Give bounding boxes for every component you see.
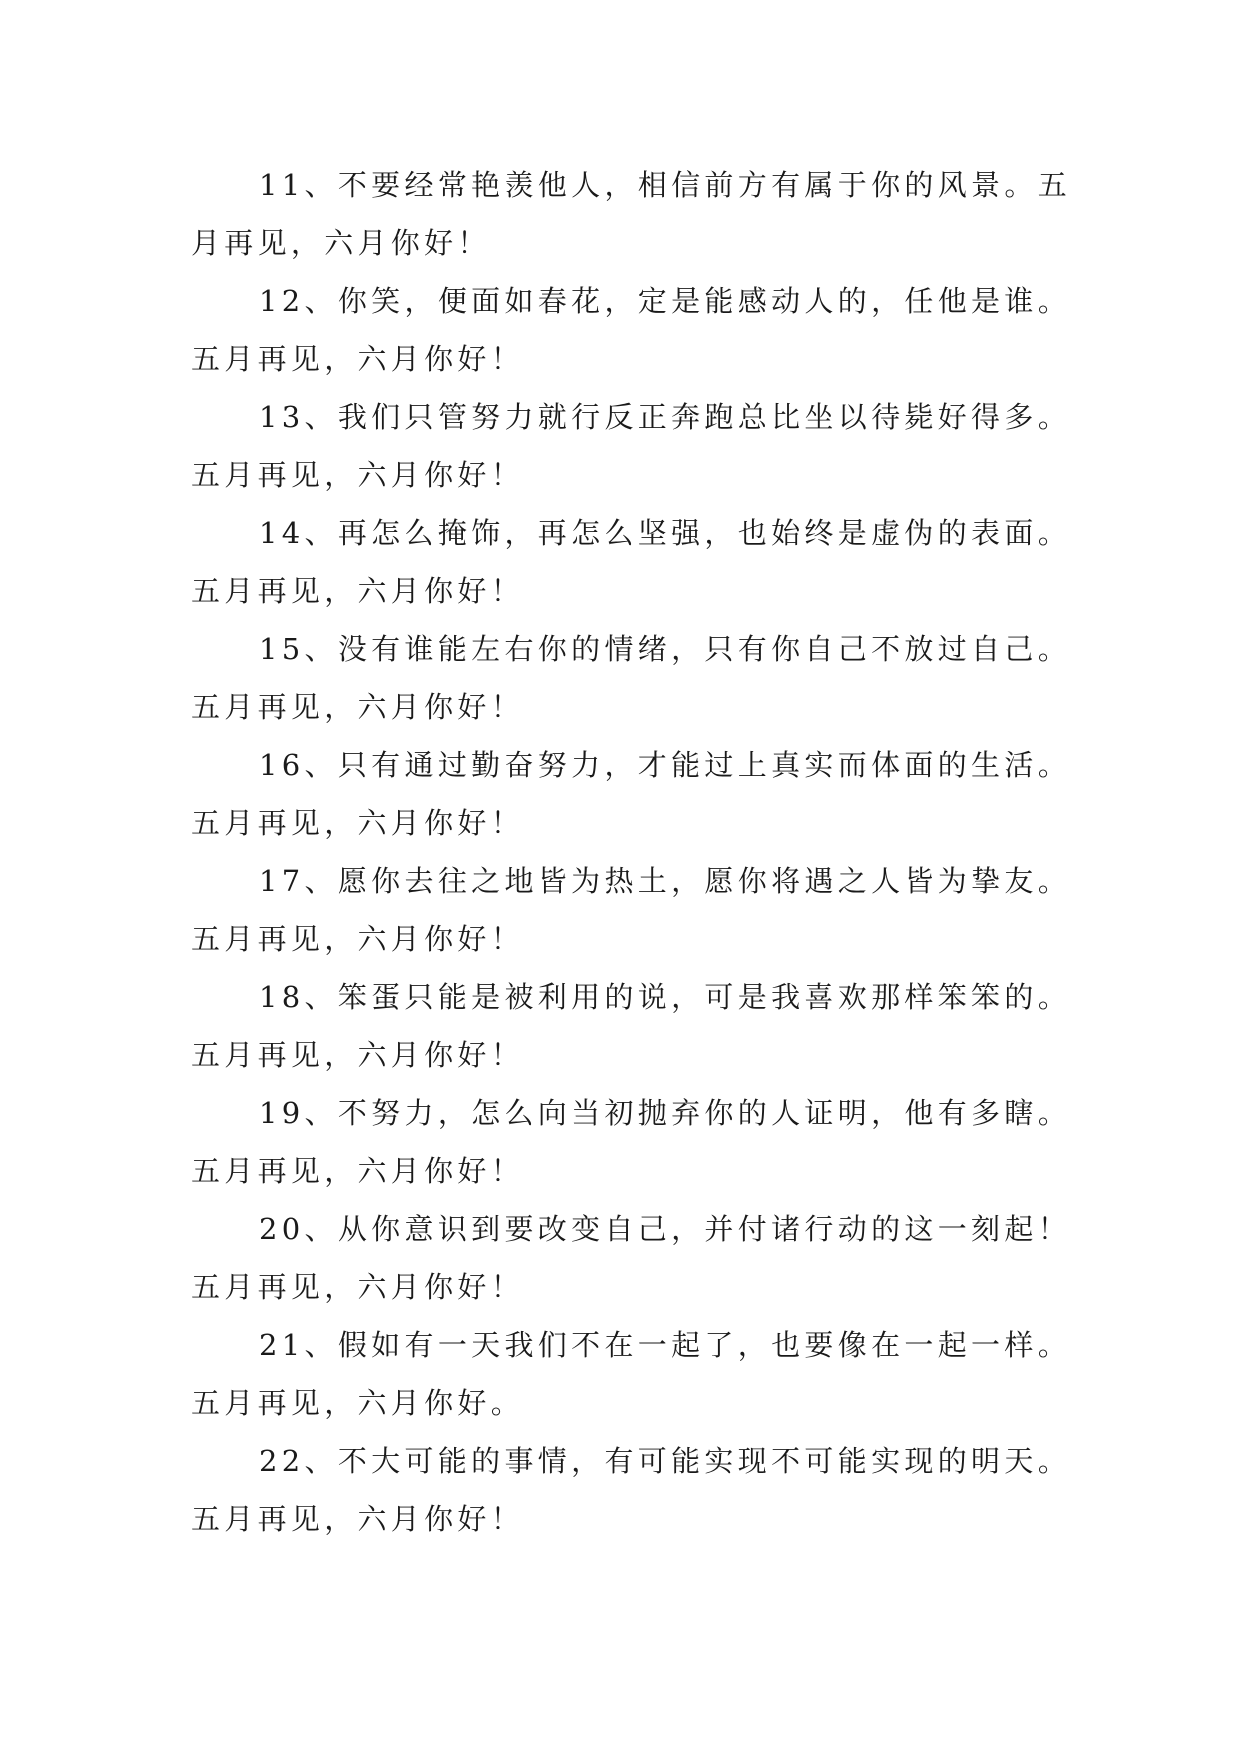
- paragraph-12: 12、你笑，便面如春花，定是能感动人的，任他是谁。五月再见，六月你好！: [191, 284, 1071, 376]
- paragraph-13: 13、我们只管努力就行反正奔跑总比坐以待毙好得多。五月再见，六月你好！: [191, 400, 1071, 492]
- paragraph-21: 21、假如有一天我们不在一起了，也要像在一起一样。五月再见，六月你好。: [191, 1328, 1071, 1420]
- paragraph-18: 18、笨蛋只能是被利用的说，可是我喜欢那样笨笨的。五月再见，六月你好！: [191, 980, 1071, 1072]
- document-body: [191, 156, 1071, 1548]
- paragraph-17: 17、愿你去往之地皆为热土，愿你将遇之人皆为挚友。五月再见，六月你好！: [191, 864, 1071, 956]
- paragraph-11: 11、不要经常艳羡他人，相信前方有属于你的风景。五月再见，六月你好！: [191, 168, 1071, 260]
- paragraph-15: 15、没有谁能左右你的情绪，只有你自己不放过自己。五月再见，六月你好！: [191, 632, 1071, 724]
- paragraph-14: 14、再怎么掩饰，再怎么坚强，也始终是虚伪的表面。五月再见，六月你好！: [191, 516, 1071, 608]
- paragraph-20: 20、从你意识到要改变自己，并付诸行动的这一刻起！五月再见，六月你好！: [191, 1212, 1071, 1304]
- paragraph-22: 22、不大可能的事情，有可能实现不可能实现的明天。五月再见，六月你好！: [191, 1444, 1071, 1536]
- paragraph-16: 16、只有通过勤奋努力，才能过上真实而体面的生活。五月再见，六月你好！: [191, 748, 1071, 840]
- paragraph-19: 19、不努力，怎么向当初抛弃你的人证明，他有多瞎。五月再见，六月你好！: [191, 1096, 1071, 1188]
